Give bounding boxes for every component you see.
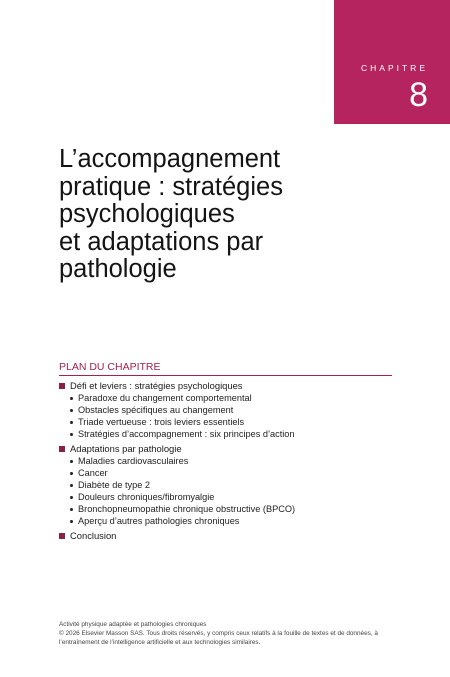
plan-item	[70, 503, 392, 515]
chapter-plan	[59, 361, 392, 542]
chapter-title	[59, 146, 389, 284]
chapter-title-line: pratique : stratégies	[59, 172, 283, 201]
plan-item	[70, 479, 392, 491]
plan-section	[59, 530, 392, 542]
chapter-label: CHAPITRE	[361, 63, 428, 73]
plan-section-title: Adaptations par pathologie	[70, 443, 182, 454]
plan-item-text: Paradoxe du changement comportemental	[78, 393, 252, 403]
plan-item-list	[59, 392, 392, 440]
plan-section-heading	[59, 443, 392, 455]
page-footer	[59, 620, 399, 647]
dot-bullet-icon	[70, 472, 73, 475]
plan-section-heading	[59, 530, 392, 542]
plan-item-text: Bronchopneumopathie chronique obstructive (BPCO)	[78, 504, 296, 514]
plan-section	[59, 380, 392, 440]
plan-item	[70, 515, 392, 527]
plan-section-heading	[59, 380, 392, 392]
plan-item-text: Maladies cardiovasculaires	[78, 456, 189, 466]
plan-section-title: Conclusion	[70, 530, 117, 541]
plan-item	[70, 404, 392, 416]
chapter-title-line: L’accompagnement	[59, 145, 281, 173]
plan-item-text: Obstacles spécifiques au changement	[78, 405, 234, 415]
chapter-title-line: et adaptations par	[59, 227, 264, 256]
square-bullet-icon	[59, 446, 65, 452]
plan-item-text: Diabète de type 2	[78, 480, 151, 490]
dot-bullet-icon	[70, 520, 73, 523]
dot-bullet-icon	[70, 484, 73, 487]
plan-item	[70, 467, 392, 479]
plan-item	[70, 392, 392, 404]
plan-item-text: Triade vertueuse : trois leviers essentiels	[78, 417, 245, 427]
plan-item	[70, 416, 392, 428]
dot-bullet-icon	[70, 433, 73, 436]
plan-section	[59, 443, 392, 527]
chapter-badge	[334, 0, 450, 124]
dot-bullet-icon	[70, 460, 73, 463]
dot-bullet-icon	[70, 496, 73, 499]
dot-bullet-icon	[70, 397, 73, 400]
plan-item-text: Cancer	[78, 468, 108, 478]
chapter-title-line: psychologiques	[59, 200, 235, 228]
dot-bullet-icon	[70, 508, 73, 511]
plan-item-text: Douleurs chroniques/fibromyalgie	[78, 492, 215, 502]
plan-item-list	[59, 455, 392, 527]
footer-copyright: © 2026 Elsevier Masson SAS. Tous droits réservés, y compris ceux relatifs à la fouille de textes et de données, à l’entraînement de l’intelligence artificielle et aux technologies similaires.	[59, 630, 378, 646]
footer-book-title: Activité physique adaptée et pathologies chroniques	[59, 621, 207, 628]
square-bullet-icon	[59, 533, 65, 539]
plan-item-text: Stratégies d’accompagnement : six principes d’action	[78, 429, 295, 439]
dot-bullet-icon	[70, 409, 73, 412]
square-bullet-icon	[59, 383, 65, 389]
dot-bullet-icon	[70, 421, 73, 424]
chapter-number: 8	[409, 76, 428, 114]
plan-section-title: Défi et leviers : stratégies psychologiques	[70, 380, 243, 391]
plan-item	[70, 491, 392, 503]
plan-item	[70, 428, 392, 440]
chapter-title-line: pathologie	[59, 255, 177, 283]
plan-heading: PLAN DU CHAPITRE	[59, 361, 392, 376]
plan-item-text: Aperçu d’autres pathologies chroniques	[78, 516, 240, 526]
plan-item	[70, 455, 392, 467]
